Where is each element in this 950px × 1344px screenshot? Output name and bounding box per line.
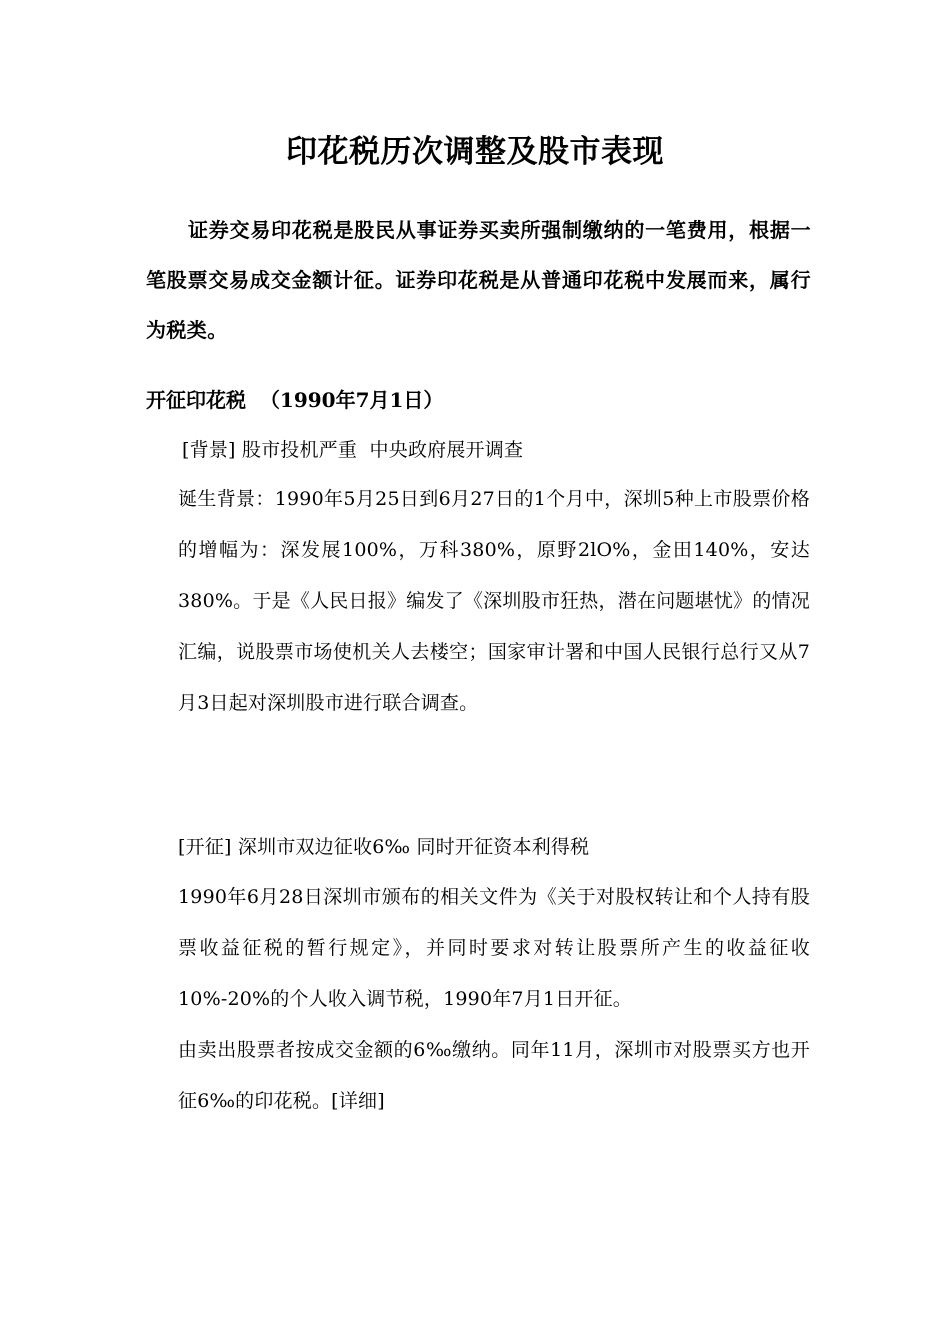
levy-subheading: [开征] 深圳市双边征收6‰ 同时开征资本利得税 xyxy=(178,836,590,858)
background-subheading: [背景] 股市投机严重 中央政府展开调查 xyxy=(182,439,524,461)
levy-paragraphs xyxy=(178,872,810,1127)
levy-text-2: 由卖出股票者按成交金额的6‰缴纳。同年11月，深圳市对股票买方也开征6‰的印花税。[详细] xyxy=(178,1039,810,1112)
document-title: 印花税历次调整及股市表现 xyxy=(286,134,664,170)
background-paragraph xyxy=(178,474,810,729)
intro-paragraph: 证券交易印花税是股民从事证券买卖所强制缴纳的一笔费用，根据一笔股票交易成交金额计征。证券印花税是从普通印花税中发展而来，属行为税类。 xyxy=(146,218,811,342)
levy-text-1: 1990年6月28日深圳市颁布的相关文件为《关于对股权转让和个人持有股票收益征税的暂行规定》，并同时要求对转让股票所产生的收益征收10%-20%的个人收入调节税，1990年7月1日开征。 xyxy=(178,886,810,1010)
section-heading: 开征印花税 （1990年7月1日） xyxy=(146,388,444,412)
background-text: 诞生背景：1990年5月25日到6月27日的1个月中，深圳5种上市股票价格的增幅为：深发展100%，万科380%，原野2lO%，金田140%，安达380%。于是《人民日报》编发了《深圳股市狂热，潜在问题堪忧》的情况汇编，说股票市场使机关人去楼空；国家审计署和中国人民银行总行又从7月3日起对深圳股市进行联合调查。 xyxy=(178,488,810,714)
